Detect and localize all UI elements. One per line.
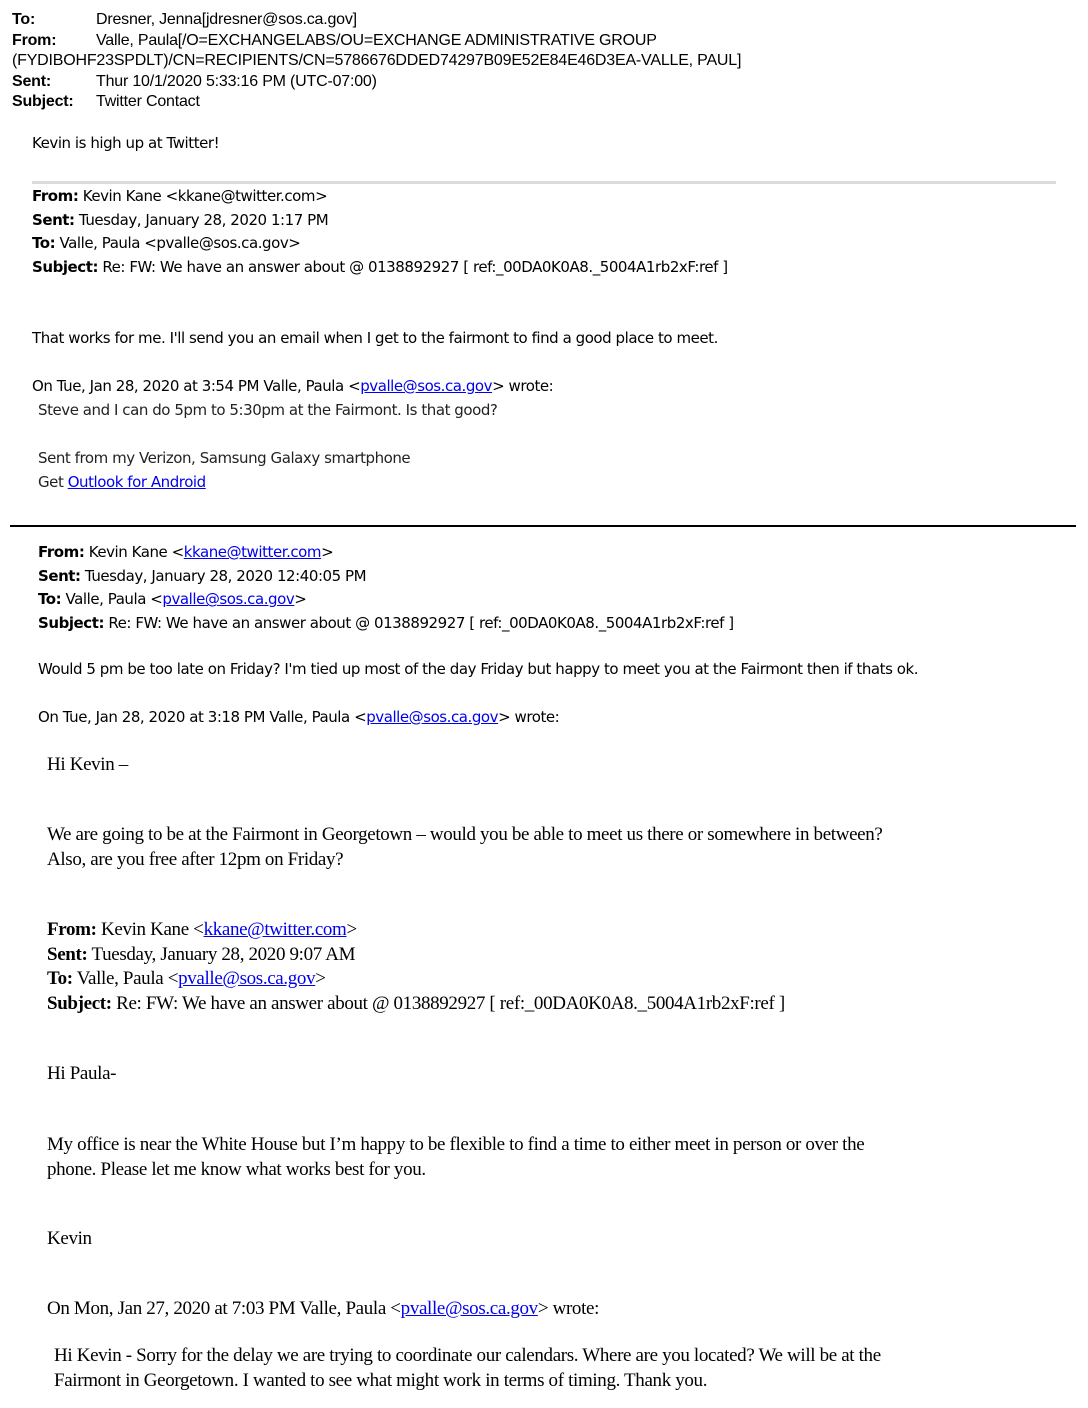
msg4-subject-label: Subject: [47,992,112,1014]
msg1-subject-label: Subject: [32,258,98,277]
top-body-text: Kevin is high up at Twitter! [32,134,220,152]
header-from-row-cont [12,51,741,72]
header-subject-value: Twitter Contact [96,93,200,110]
header-to-value: Dresner, Jenna[jdresner@sos.ca.gov] [96,11,357,28]
msg1-quote-intro [32,377,553,395]
msg2-to-label: To: [38,590,62,609]
msg1-sent-value: Tuesday, January 28, 2020 1:17 PM [78,210,329,229]
msg1-sent-label: Sent: [32,210,75,229]
msg1-to-label: To: [32,234,56,253]
msg4-from-email-link[interactable]: kkane@twitter.com [203,919,347,940]
msg4-header [47,918,785,1016]
msg4-to-name: Valle, Paula < [76,968,179,989]
msg4-sent-value: Tuesday, January 28, 2020 9:07 AM [91,943,356,965]
msg2-from-label: From: [38,543,85,561]
header-sent-row [12,72,741,93]
msg5-quote-intro-pre: On Mon, Jan 27, 2020 at 7:03 PM Valle, Paula < [47,1298,401,1319]
msg5-line1: Hi Kevin - Sorry for the delay we are trying to coordinate our calendars. Where are you located? We will be at the [54,1345,881,1366]
msg3-greeting: Hi Kevin – [47,754,128,775]
msg1-subject-value: Re: FW: We have an answer about @ 0138892927 [ ref:_00DA0K0A8._5004A1rb2xF:ref ] [102,258,728,277]
header-from-value: Valle, Paula[/O=EXCHANGELABS/OU=EXCHANGE ADMINISTRATIVE GROUP [96,31,657,49]
outlook-for-android-link[interactable]: Outlook for Android [67,473,206,491]
msg4-line1: My office is near the White House but I’m happy to be flexible to find a time to either meet in person or over the [47,1134,865,1155]
msg4-to-label: To: [47,968,73,989]
msg1-quote-email-link[interactable]: pvalle@sos.ca.gov [360,377,493,395]
msg2-from-email-link[interactable]: kkane@twitter.com [183,543,322,561]
msg4-from-post: > [346,919,357,940]
msg5-line2: Fairmont in Georgetown. I wanted to see what might work in terms of timing. Thank you. [54,1369,708,1391]
msg2-sent-value: Tuesday, January 28, 2020 12:40:05 PM [84,566,367,585]
msg5-quote-intro-post: > wrote: [537,1298,600,1319]
header-subject-label: Subject: [12,93,74,110]
divider-gray [32,181,1056,184]
msg3-line2: Also, are you free after 12pm on Friday? [47,848,344,870]
msg1-header [32,185,728,280]
header-to-row [12,10,741,31]
header-from-row [12,31,741,52]
msg1-quote-line3 [38,473,206,491]
msg1-quote-intro-pre: On Tue, Jan 28, 2020 at 3:54 PM Valle, Paula < [32,377,361,395]
msg5-body [54,1344,881,1393]
msg2-quote-intro-pre: On Tue, Jan 28, 2020 at 3:18 PM Valle, Paula < [38,708,367,726]
msg2-to-email-link[interactable]: pvalle@sos.ca.gov [162,590,295,609]
msg1-quote-line1: Steve and I can do 5pm to 5:30pm at the Fairmont. Is that good? [38,401,498,419]
msg1-quote-intro-post: > wrote: [492,377,554,395]
msg4-from-name: Kevin Kane < [101,919,204,940]
header-sent-value: Thur 10/1/2020 5:33:16 PM (UTC-07:00) [96,72,377,90]
msg1-body: That works for me. I'll send you an email when I get to the fairmont to find a good place to meet. [32,329,718,347]
msg2-quote-email-link[interactable]: pvalle@sos.ca.gov [366,708,499,726]
header-from-label: From: [12,31,57,49]
msg4-from-label: From: [47,919,97,940]
email-header [12,10,741,113]
msg3-body [47,823,882,872]
msg1-to-value: Valle, Paula <pvalle@sos.ca.gov> [59,234,301,253]
divider-black [10,525,1076,527]
msg2-subject-value: Re: FW: We have an answer about @ 0138892927 [ ref:_00DA0K0A8._5004A1rb2xF:ref ] [108,614,734,633]
msg4-subject-value: Re: FW: We have an answer about @ 0138892927 [ ref:_00DA0K0A8._5004A1rb2xF:ref ] [116,992,785,1014]
msg2-quote-intro [38,708,559,726]
msg2-sent-label: Sent: [38,566,81,585]
header-subject-row [12,92,741,113]
msg2-to-name: Valle, Paula < [65,590,163,609]
msg3-line1: We are going to be at the Fairmont in Georgetown – would you be able to meet us there or somewhere in between? [47,824,883,845]
msg2-quote-intro-post: > wrote: [498,708,560,726]
msg2-from-post: > [321,543,334,561]
msg1-quote-line2: Sent from my Verizon, Samsung Galaxy smartphone [38,449,411,467]
msg4-signoff: Kevin [47,1228,92,1249]
header-to-label: To: [12,11,36,28]
header-from-value-cont: (FYDIBOHF23SPDLT)/CN=RECIPIENTS/CN=5786676DDED74297B09E52E84E46D3EA-VALLE, PAUL] [12,52,742,69]
msg4-body [47,1133,864,1182]
msg2-subject-label: Subject: [38,614,104,633]
msg1-get-text: Get [38,473,68,491]
msg4-line2: phone. Please let me know what works best for you. [47,1158,426,1180]
msg2-from-name: Kevin Kane < [88,543,184,561]
msg4-greeting: Hi Paula- [47,1063,117,1084]
msg2-to-post: > [294,590,307,609]
msg1-from-label: From: [32,187,79,205]
msg5-quote-email-link[interactable]: pvalle@sos.ca.gov [400,1298,538,1319]
msg4-sent-label: Sent: [47,943,88,965]
msg2-header [38,541,734,636]
msg5-quote-intro [47,1298,599,1320]
msg4-to-email-link[interactable]: pvalle@sos.ca.gov [178,968,316,989]
msg1-from-value: Kevin Kane <kkane@twitter.com> [82,187,328,205]
msg4-to-post: > [315,968,326,989]
header-sent-label: Sent: [12,72,52,90]
msg2-body: Would 5 pm be too late on Friday? I'm tied up most of the day Friday but happy to meet you at the Fairmont then if thats ok. [38,660,919,678]
